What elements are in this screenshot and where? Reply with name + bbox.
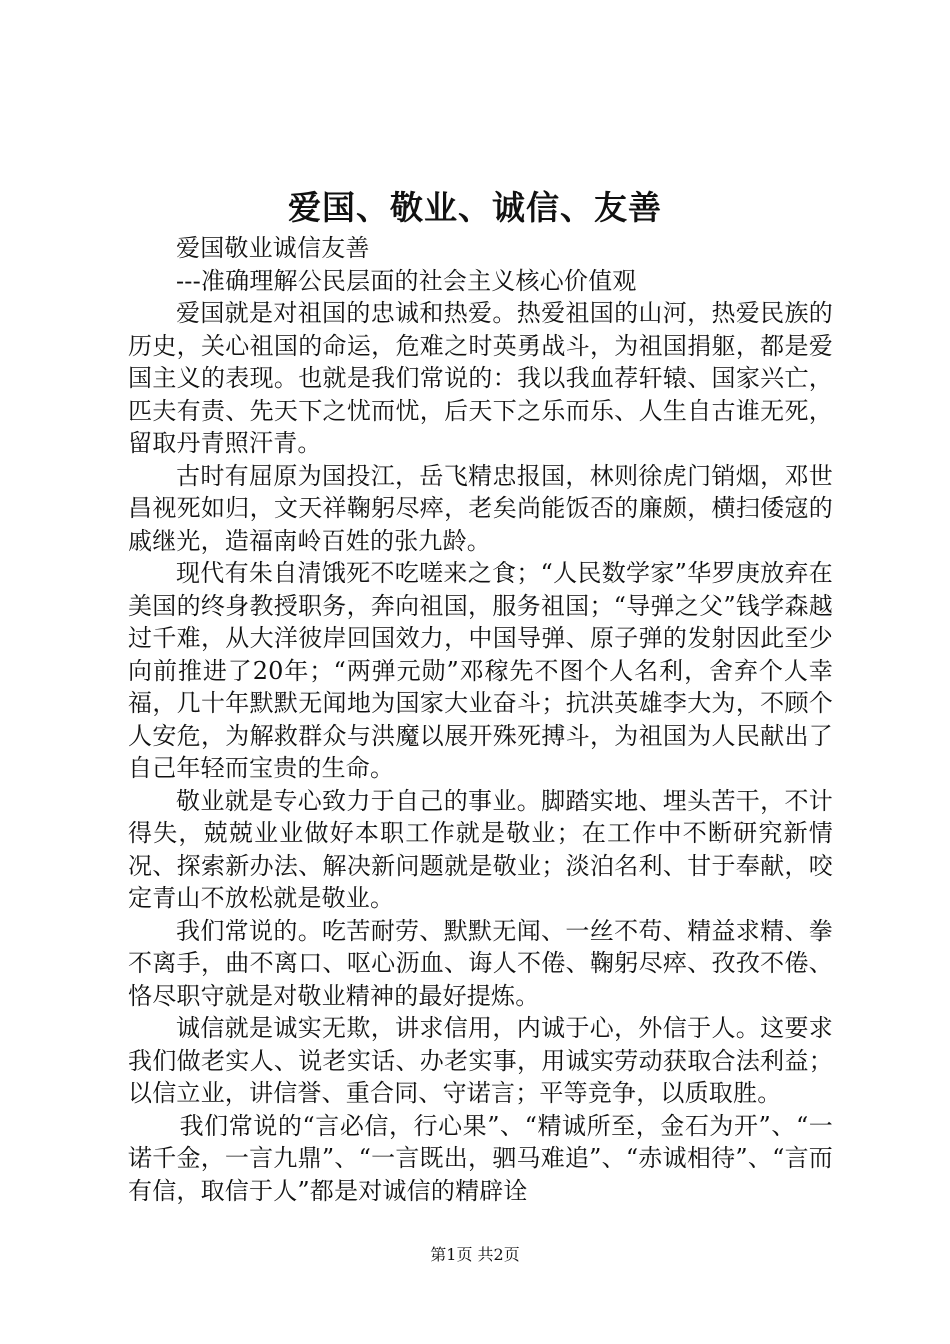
paragraph-modern-examples: 现代有朱自清饿死不吃嗟来之食；“人民数学家”华罗庚放弃在美国的终身教授职务，奔向祖国，服务祖国；“导弹之父”钱学森越过千难，从大洋彼岸回国效力，中国导弹、原子弹的发射因此至少向前推进了20年；“两弹元勋”邓稼先不图个人名利，舍弃个人幸福，几十年默默无闻地为国家大业奋斗；抗洪英雄李大为，不顾个人安危，为解救群众与洪魔以展开殊死搏斗，为祖国为人民献出了自己年轻而宝贵的生命。: [128, 559, 833, 782]
document-body: [128, 232, 833, 1207]
paragraph-dedication: 敬业就是专心致力于自己的事业。脚踏实地、埋头苦干，不计得失，兢兢业业做好本职工作就是敬业；在工作中不断研究新情况、探索新办法、解决新问题就是敬业；淡泊名利、甘于奉献，咬定青山不放松就是敬业。: [128, 786, 833, 912]
paragraph-dedication-sayings: 我们常说的。吃苦耐劳、默默无闻、一丝不苟、精益求精、拳不离手，曲不离口、呕心沥血、诲人不倦、鞠躬尽瘁、孜孜不倦、恪尽职守就是对敬业精神的最好提炼。: [128, 916, 833, 1010]
document-title: 爱国、敬业、诚信、友善: [288, 188, 662, 227]
paragraph-patriotism: 爱国就是对祖国的忠诚和热爱。热爱祖国的山河，热爱民族的历史，关心祖国的命运，危难之时英勇战斗，为祖国捐躯，都是爱国主义的表现。也就是我们常说的：我以我血荐轩辕、国家兴亡，匹夫有责、先天下之忧而忧，后天下之乐而乐、人生自古谁无死，留取丹青照汗青。: [128, 299, 833, 457]
paragraph-subtitle: 爱国敬业诚信友善: [176, 234, 370, 262]
paragraph-integrity: 诚信就是诚实无欺，讲求信用，内诚于心，外信于人。这要求我们做老实人、说老实话、办老实事，用诚实劳动获取合法利益；以信立业，讲信誉、重合同、守诺言；平等竞争，以质取胜。: [128, 1014, 833, 1107]
paragraph-subheading: ---准确理解公民层面的社会主义核心价值观: [176, 266, 637, 295]
paragraph-integrity-sayings: 我们常说的“言必信，行心果”、“精诚所至，金石为开”、“一诺千金，一言九鼎”、“一言既出，驷马难追”、“赤诚相待”、“言而有信，取信于人”都是对诚信的精辟诠: [128, 1111, 833, 1205]
page-number-footer: 第1页 共2页: [430, 1245, 520, 1264]
paragraph-ancient-examples: 古时有屈原为国投江，岳飞精忠报国，林则徐虎门销烟，邓世昌视死如归，文天祥鞠躬尽瘁，老矣尚能饭否的廉颇，横扫倭寇的戚继光，造福南岭百姓的张九龄。: [128, 461, 833, 555]
